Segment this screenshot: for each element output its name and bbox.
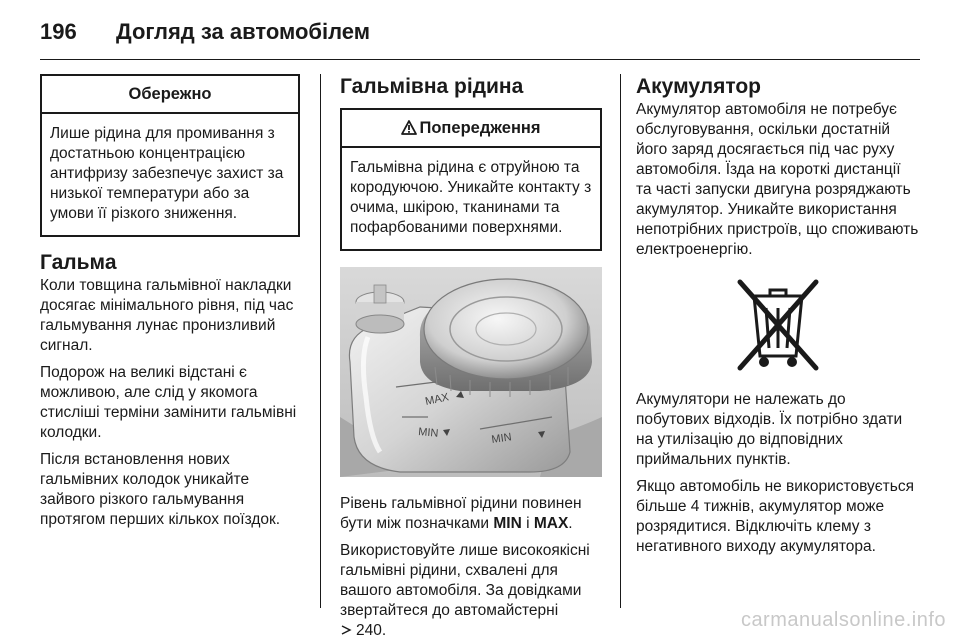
page-title: Догляд за автомобілем bbox=[116, 19, 371, 44]
battery-paragraph-2: Акумулятори не належать до побутових відходів. Їх потрібно здати на утилізацію до відповідних приймальних пунктів. bbox=[636, 391, 903, 468]
brake-fluid-heading: Гальмівна рідина bbox=[340, 75, 524, 98]
page-number: 196 bbox=[40, 19, 77, 44]
fluid-level-paragraph bbox=[340, 494, 602, 534]
column-right bbox=[636, 74, 920, 557]
photo-max-label-right: MAX bbox=[424, 391, 450, 408]
caution-text: Лише рідина для промивання з достатньою концентрацією антифризу забезпечує захист за низької температури або за умови її різкого зниження. bbox=[50, 125, 284, 222]
warning-box bbox=[340, 108, 602, 251]
header-divider bbox=[40, 59, 920, 60]
brakes-paragraph-3: Після встановлення нових гальмівних колодок уникайте зайвого різкого гальмування протягом перших кількох поїздок. bbox=[40, 451, 281, 528]
brakes-heading: Гальма bbox=[40, 251, 117, 274]
fluid-level-end: . bbox=[568, 515, 573, 532]
fluid-level-min: MIN bbox=[493, 515, 522, 532]
brakes-paragraph-1: Коли товщина гальмівної накладки досягає мінімального рівня, під час гальмування лунає пронизливий сигнал. bbox=[40, 277, 294, 354]
warning-text: Гальмівна рідина є отруйною та кородуючою. Уникайте контакту з очима, шкірою, тканинами та пофарбованими поверхнями. bbox=[350, 159, 592, 236]
warning-triangle-icon bbox=[401, 120, 417, 135]
warning-header bbox=[342, 110, 600, 148]
battery-paragraph-1: Акумулятор автомобіля не потребує обслуговування, оскільки достатній його заряд досягається під час руху автомобіля. Їзда на короткі дистанції та часті запуски двигуна розряджають акумулятор. Уникайте використання непотрібних пристроїв, що споживають електроенергію. bbox=[636, 101, 919, 258]
page-header bbox=[40, 12, 370, 52]
watermark: carmanualsonline.info bbox=[740, 609, 946, 631]
brakes-paragraph-2: Подорож на великі відстані є можливою, але слід у якомога стисліші терміни замінити гальмівні колодки. bbox=[40, 364, 297, 441]
brake-fluid-reservoir-photo bbox=[340, 267, 602, 477]
battery-paragraph-3: Якщо автомобіль не використовується більше 4 тижнів, акумулятор може розрядитися. Відключіть клему з негативного виходу акумулятора. bbox=[636, 478, 914, 555]
battery-heading: Акумулятор bbox=[636, 75, 761, 98]
fluid-level-text: Рівень гальмівної рідини повинен бути між позначками bbox=[340, 495, 582, 532]
caution-box bbox=[40, 74, 300, 237]
column-divider-2 bbox=[620, 74, 621, 608]
column-left bbox=[40, 74, 300, 530]
warning-title: Попередження bbox=[419, 119, 541, 137]
page-reference-arrow-icon bbox=[340, 624, 352, 636]
page-reference[interactable] bbox=[340, 621, 602, 641]
fluid-use-paragraph: Використовуйте лише високоякісні гальмівні рідини, схвалені для вашого автомобіля. За довідками звертайтеся до автомайстерні bbox=[340, 542, 590, 619]
fluid-level-max: MAX bbox=[533, 515, 569, 532]
fluid-level-and: і bbox=[521, 515, 534, 532]
column-middle bbox=[340, 74, 602, 641]
photo-min-label-right: MIN bbox=[490, 431, 513, 446]
photo-min-label-left: MIN bbox=[417, 426, 439, 440]
caution-title: Обережно bbox=[42, 76, 298, 114]
page-reference-number: 240. bbox=[356, 622, 387, 639]
crossed-bin-disposal-icon bbox=[730, 274, 826, 372]
column-divider-1 bbox=[320, 74, 321, 608]
